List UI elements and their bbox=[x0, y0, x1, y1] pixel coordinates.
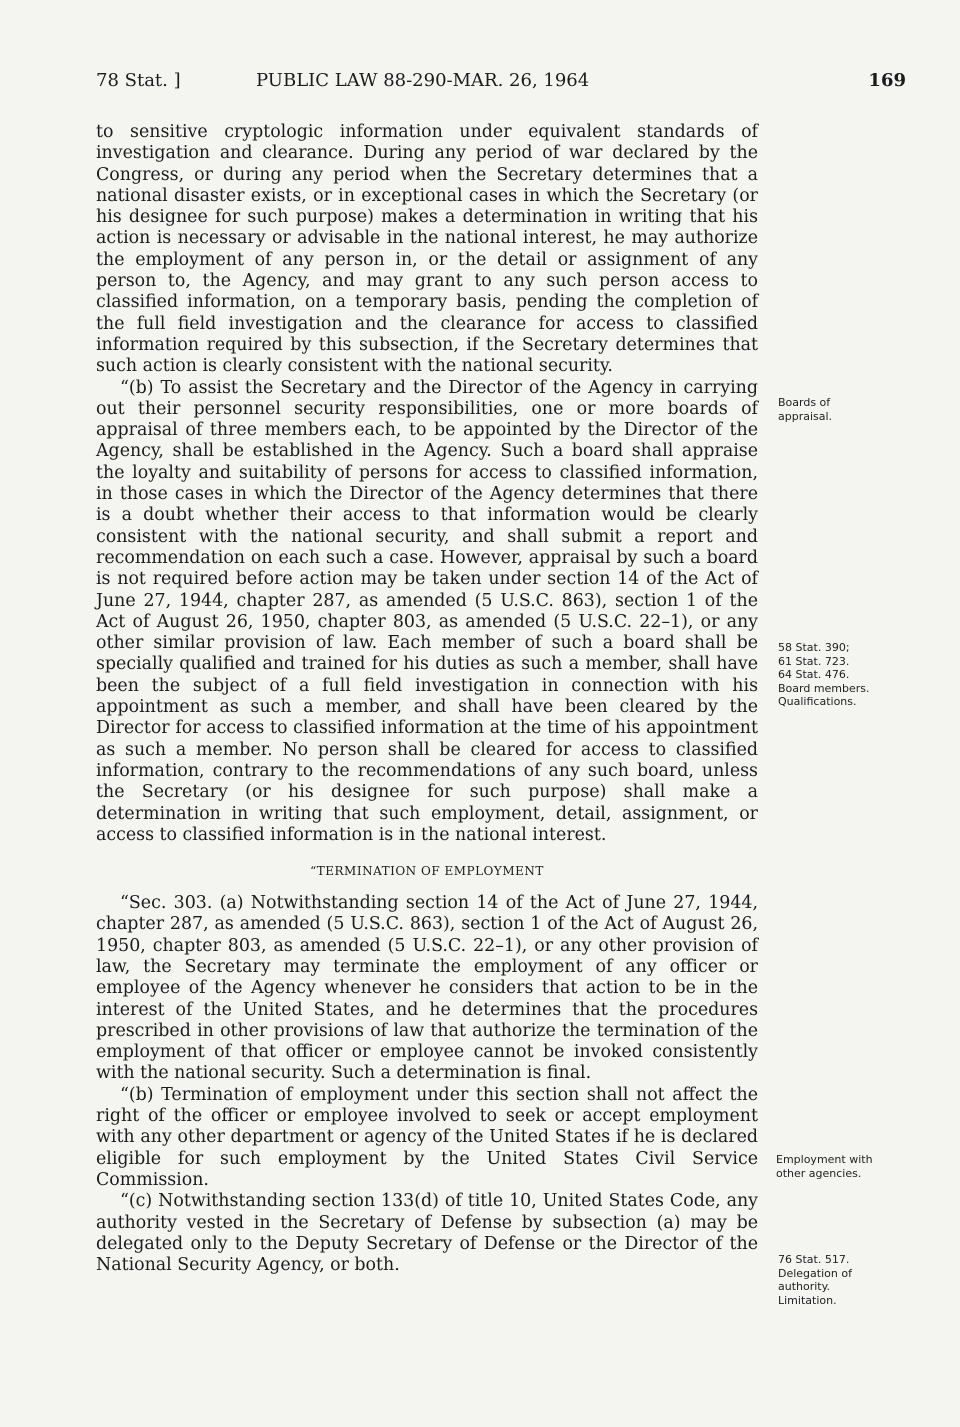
stat-reference: 78 Stat. ] bbox=[96, 70, 181, 91]
margin-note-line: Board members. bbox=[778, 681, 870, 695]
margin-note-line: Qualifications. bbox=[778, 695, 857, 708]
margin-note-employment bbox=[776, 1153, 926, 1180]
margin-note-line: other agencies. bbox=[776, 1166, 862, 1180]
margin-note-line: appraisal. bbox=[778, 409, 833, 423]
page-number: 169 bbox=[868, 70, 906, 91]
paragraph-continuation: to sensitive cryptologic information under equivalent standards of investigation and clearance. During any period of war declared by the Congress, or during any period when the Secretary determines that a national disaster exists, or in exceptional cases in which the Secretary (or his designee for such purpose) makes a determination in writing that his action is necessary or advisable in the national interest, he may authorize the employment of any person in, or the detail or assignment of any person to, the Agency, and may grant to any such person access to classified information, on a temporary basis, pending the completion of the full field investigation and the clearance for access to classified information required by this subsection, if the Secretary determines that such action is clearly consistent with the national security. bbox=[96, 122, 758, 377]
margin-note-line: 61 Stat. 723. bbox=[778, 654, 850, 668]
margin-note-line: 64 Stat. 476. bbox=[778, 668, 850, 681]
margin-note-line: authority. bbox=[778, 1280, 831, 1293]
margin-note-line: 76 Stat. 517. bbox=[778, 1253, 850, 1266]
paragraph-boards-of-appraisal: “(b) To assist the Secretary and the Director of the Agency in carrying out their personnel security responsibilities, one or more boards of appraisal of three members each, to be appointed by the Director of the Agency, shall be established in the Agency. Such a board shall appraise the loyalty and suitability of persons for access to classified information, in those cases in which the Director of the Agency determines that there is a doubt whether their access to that information would be clearly consistent with the national security, and shall submit a report and recommendation on each such a case. However, appraisal by such a board is not required before action may be taken under section 14 of the Act of June 27, 1944, chapter 287, as amended (5 U.S.C. 863), section 1 of the Act of August 26, 1950, chapter 803, as amended (5 U.S.C. 22–1), or any other similar provision of law. Each member of such a board shall be specially qualified and trained for his duties as such a member, shall have been the subject of a full field investigation in connection with his appointment as such a member, and shall have been cleared by the Director for access to classified information at the time of his appointment as such a member. No person shall be cleared for access to classified information, contrary to the recommendations of any such board, unless the Secretary (or his designee for such purpose) shall make a determination in writing that such employment, detail, assignment, or access to classified information is in the national interest. bbox=[96, 377, 758, 845]
margin-note-line: Boards of bbox=[778, 396, 831, 409]
margin-note-line: 58 Stat. 390; bbox=[778, 641, 850, 654]
law-title: PUBLIC LAW 88-290-MAR. 26, 1964 bbox=[256, 70, 590, 91]
margin-note-line: Employment with bbox=[776, 1153, 873, 1166]
section-heading-termination: “TERMINATION OF EMPLOYMENT bbox=[310, 864, 544, 879]
margin-note-boards bbox=[778, 396, 928, 423]
margin-note-stat-refs bbox=[778, 641, 928, 709]
paragraph-sec-303-a: “Sec. 303. (a) Notwithstanding section 14 of the Act of June 27, 1944, chapter 287, as amended (5 U.S.C. 863), section 1 of the Act of August 26, 1950, chapter 803, as amended (5 U.S.C. 22–1), or any other provision of law, the Secretary may terminate the employment of any officer or employee of the Agency whenever he considers that action to be in the interest of the United States, and he determines that the procedures prescribed in other provisions of law that authorize the termination of the employment of that officer or employee cannot be invoked consistently with the national security. Such a determination is final. bbox=[96, 893, 758, 1084]
paragraph-sec-303-c: “(c) Notwithstanding section 133(d) of title 10, United States Code, any authority vested in the Secretary of Defense by subsection (a) may be delegated only to the Deputy Secretary of Defense or the Director of the National Security Agency, or both. bbox=[96, 1191, 758, 1276]
body-text bbox=[96, 122, 758, 1276]
margin-note-line: Delegation of bbox=[778, 1266, 852, 1280]
margin-note-line: Limitation. bbox=[778, 1293, 837, 1307]
page-header bbox=[96, 70, 906, 100]
paragraph-sec-303-b: “(b) Termination of employment under this section shall not affect the right of the officer or employee involved to seek or accept employment with any other department or agency of the United States if he is declared eligible for such employment by the United States Civil Service Commission. bbox=[96, 1084, 758, 1190]
margin-note-delegation bbox=[778, 1253, 928, 1307]
